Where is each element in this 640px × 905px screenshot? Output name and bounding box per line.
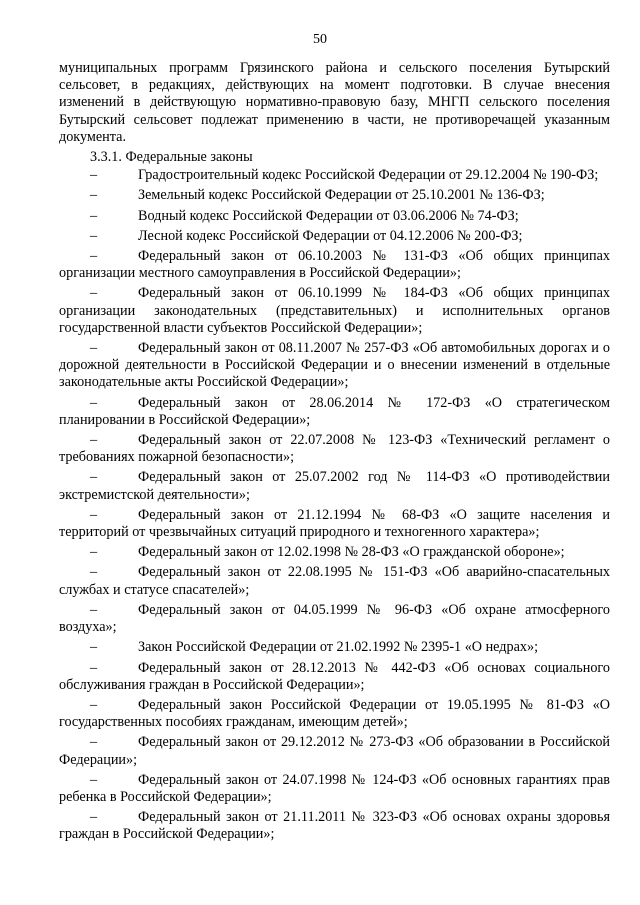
law-text: Федеральный закон от 22.07.2008 № 123-ФЗ «Технический регламент о требованиях пожарной безопасности»; — [59, 432, 610, 466]
list-item — [59, 602, 610, 636]
list-item — [59, 639, 610, 656]
list-item — [59, 395, 610, 429]
dash-bullet: – — [90, 207, 98, 224]
dash-bullet: – — [90, 544, 98, 561]
law-text: Лесной кодекс Российской Федерации от 04.12.2006 № 200-ФЗ; — [138, 227, 523, 244]
list-item — [59, 772, 610, 806]
dash-bullet: – — [90, 639, 98, 656]
law-text: Федеральный закон от 04.05.1999 № 96-ФЗ «Об охране атмосферного воздуха»; — [59, 601, 610, 636]
list-item — [59, 544, 610, 561]
list-item — [59, 469, 610, 503]
law-text: Градостроительный кодекс Российской Федерации от 29.12.2004 № 190-ФЗ; — [138, 167, 599, 184]
dash-bullet: – — [90, 696, 98, 713]
law-text: Федеральный закон от 21.11.2011 № 323-ФЗ «Об основах охраны здоровья граждан в Российской Федерации»; — [59, 809, 610, 843]
dash-bullet: – — [90, 809, 98, 826]
section-heading: 3.3.1. Федеральные законы — [90, 149, 253, 166]
law-text: Закон Российской Федерации от 21.02.1992 № 2395-1 «О недрах»; — [138, 639, 539, 656]
list-item — [59, 340, 610, 392]
dash-bullet: – — [90, 187, 98, 204]
dash-bullet: – — [90, 340, 98, 357]
list-item — [59, 564, 610, 598]
dash-bullet: – — [90, 734, 98, 751]
list-item — [59, 208, 610, 225]
dash-bullet: – — [90, 394, 98, 411]
law-text: Федеральный закон от 21.12.1994 № 68-ФЗ «О защите населения и территорий от чрезвычайных ситуаций природного и техногенного характера»; — [59, 506, 610, 541]
intro-paragraph: муниципальных программ Грязинского района и сельского поселения Бутырский сельсовет, в редакциях, действующих на момент подготовки. В случае внесения изменений в действующую нормативно-правовую базу, МНГП сельского поселения Бутырский сельсовет подлежат применению в части, не противоречащей указанным документа. — [59, 60, 610, 145]
law-text: Федеральный закон от 22.08.1995 № 151-ФЗ «Об аварийно-спасательных службах и статусе спасателей»; — [59, 564, 610, 598]
dash-bullet: – — [90, 248, 98, 265]
law-text: Федеральный закон от 29.12.2012 № 273-ФЗ «Об образовании в Российской Федерации»; — [59, 734, 610, 768]
law-text: Федеральный закон от 12.02.1998 № 28-ФЗ «О гражданской обороне»; — [138, 544, 565, 561]
document-body — [59, 60, 610, 847]
list-item — [59, 228, 610, 245]
list-item — [59, 697, 610, 731]
list-item — [59, 187, 610, 204]
dash-bullet: – — [90, 432, 98, 449]
list-item — [59, 507, 610, 541]
law-text: Федеральный закон от 06.10.1999 № 184-ФЗ «Об общих принципах организации законодательных (представительных) и исполнительных органов государственной власти субъектов Российской Федерации»; — [59, 285, 610, 336]
law-text: Земельный кодекс Российской Федерации от 25.10.2001 № 136-ФЗ; — [138, 187, 545, 204]
law-text: Федеральный закон от 08.11.2007 № 257-ФЗ «Об автомобильных дорогах и о дорожной деятельности в Российской Федерации и о внесении изменений в отдельные законодательные акты Российской Федерации»; — [59, 340, 610, 391]
list-item — [59, 432, 610, 466]
law-text: Федеральный закон от 06.10.2003 № 131-ФЗ «Об общих принципах организации местного самоуправления в Российской Федерации»; — [59, 248, 610, 282]
list-item — [59, 660, 610, 694]
list-item — [59, 809, 610, 843]
law-text: Федеральный закон от 28.12.2013 № 442-ФЗ «Об основах социального обслуживания граждан в Российской Федерации»; — [59, 659, 610, 693]
list-item — [59, 285, 610, 337]
law-text: Водный кодекс Российской Федерации от 03.06.2006 № 74-ФЗ; — [138, 207, 519, 224]
law-text: Федеральный закон Российской Федерации от 19.05.1995 № 81-ФЗ «О государственных пособиях гражданам, имеющим детей»; — [59, 696, 610, 731]
dash-bullet: – — [90, 601, 98, 618]
list-item — [59, 167, 610, 184]
dash-bullet: – — [90, 469, 98, 486]
dash-bullet: – — [90, 285, 98, 302]
dash-bullet: – — [90, 167, 98, 184]
list-item — [59, 248, 610, 282]
dash-bullet: – — [90, 506, 98, 523]
dash-bullet: – — [90, 659, 98, 676]
list-item — [59, 734, 610, 768]
page-number: 50 — [313, 32, 327, 47]
federal-laws-list — [59, 167, 610, 843]
law-text: Федеральный закон от 25.07.2002 год № 114-ФЗ «О противодействии экстремистской деятельности»; — [59, 469, 610, 503]
dash-bullet: – — [90, 227, 98, 244]
law-text: Федеральный закон от 24.07.1998 № 124-ФЗ «Об основных гарантиях прав ребенка в Российской Федерации»; — [59, 771, 610, 805]
dash-bullet: – — [90, 771, 98, 788]
law-text: Федеральный закон от 28.06.2014 № 172-ФЗ «О стратегическом планировании в Российской Федерации»; — [59, 394, 610, 428]
dash-bullet: – — [90, 564, 98, 581]
